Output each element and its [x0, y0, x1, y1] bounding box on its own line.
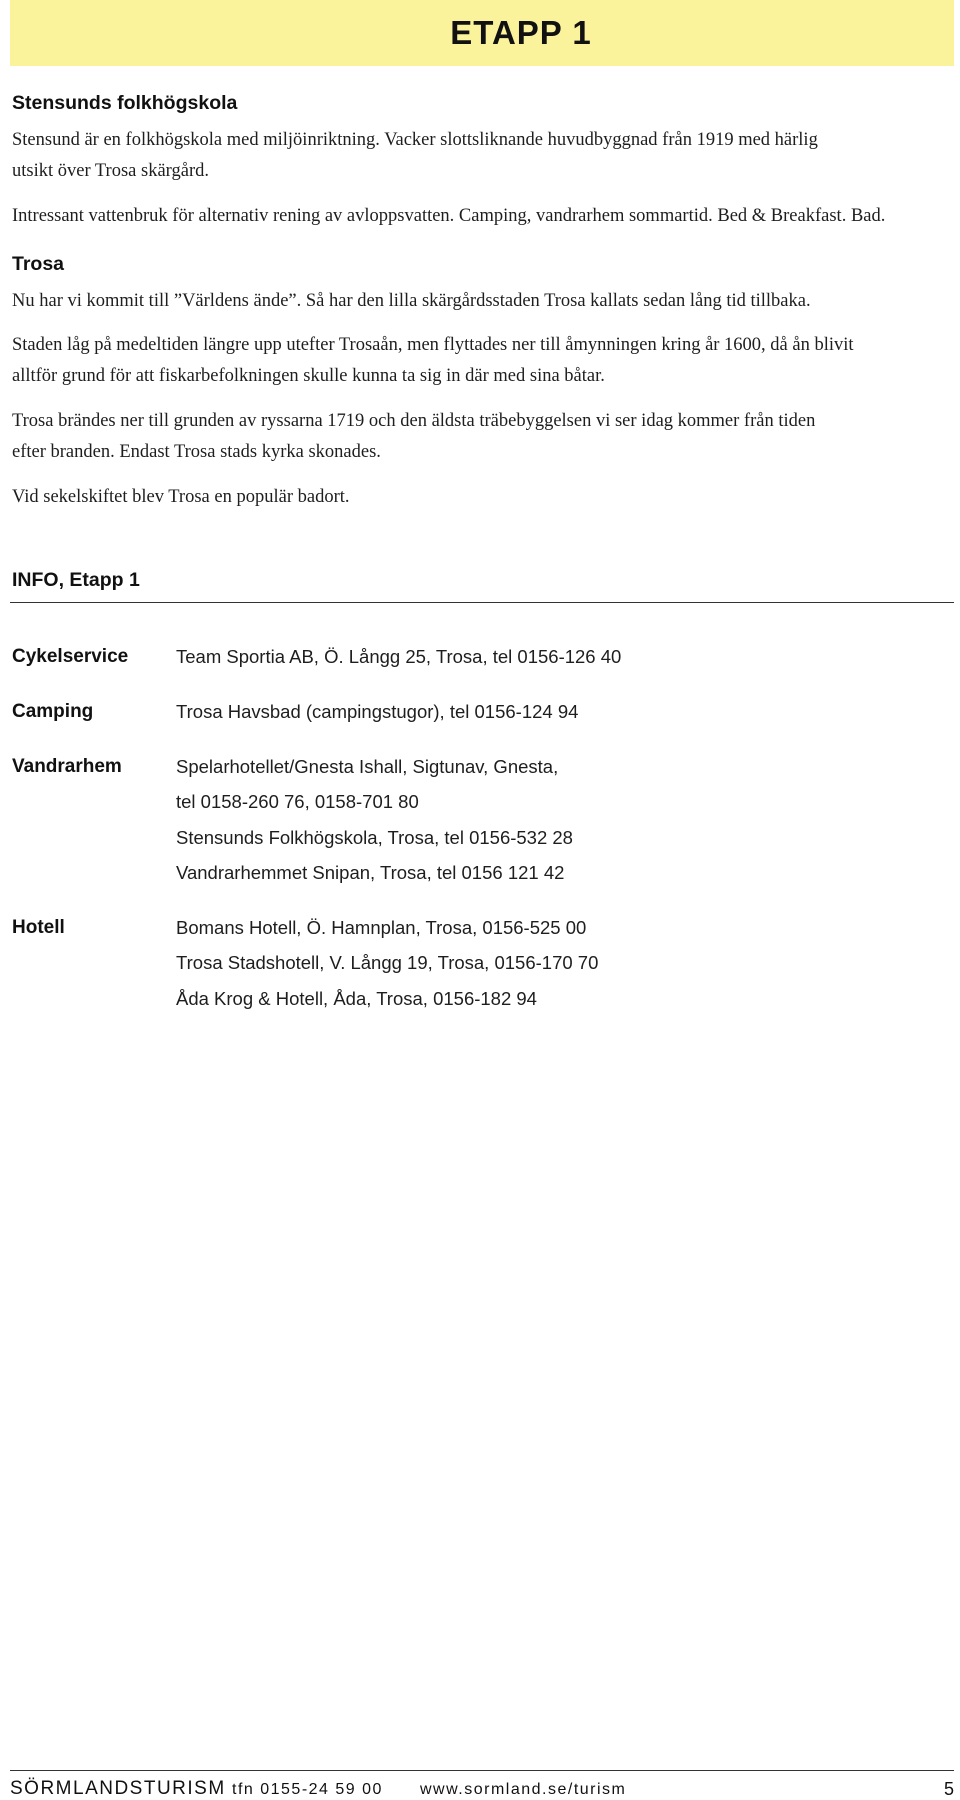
- info-value-hotell-1: Bomans Hotell, Ö. Hamnplan, Trosa, 0156-525 00: [176, 917, 587, 938]
- paragraph-trosa-1: Nu har vi kommit till ”Världens ände”. Så har den lilla skärgårdsstaden Trosa kallats sedan lång tid tillbaka.: [12, 291, 811, 311]
- info-value-vandrarhem-4: Vandrarhemmet Snipan, Trosa, tel 0156 121 42: [176, 862, 565, 883]
- paragraph-trosa-3a: Trosa brändes ner till grunden av ryssarna 1719 och den äldsta träbebyggelsen vi ser idag kommer från tiden: [12, 411, 816, 431]
- info-label-vandrarhem: Vandrarhem: [12, 756, 122, 777]
- info-value-hotell-2: Trosa Stadshotell, V. Långg 19, Trosa, 0156-170 70: [176, 952, 599, 973]
- paragraph-trosa-3b: efter branden. Endast Trosa stads kyrka skonades.: [12, 442, 381, 462]
- info-value-vandrarhem-1: Spelarhotellet/Gnesta Ishall, Sigtunav, Gnesta,: [176, 756, 559, 777]
- info-value-cykelservice: Team Sportia AB, Ö. Långg 25, Trosa, tel 0156-126 40: [176, 646, 622, 667]
- paragraph-trosa-2a: Staden låg på medeltiden längre upp utefter Trosaån, men flyttades ner till åmynningen kring år 1600, då ån blivit: [12, 335, 854, 355]
- page-title: ETAPP 1: [450, 14, 592, 51]
- section-heading-stensund: Stensunds folkhögskola: [12, 92, 238, 114]
- title-banner: [10, 0, 954, 66]
- paragraph-stensund-1b: utsikt över Trosa skärgård.: [12, 161, 209, 181]
- paragraph-trosa-2b: alltför grund för att fiskarbefolkningen skulle kunna ta sig in där med sina båtar.: [12, 366, 605, 386]
- paragraph-trosa-4: Vid sekelskiftet blev Trosa en populär badort.: [12, 487, 350, 507]
- info-heading: INFO, Etapp 1: [12, 569, 140, 591]
- paragraph-stensund-1a: Stensund är en folkhögskola med miljöinriktning. Vacker slottsliknande huvudbyggnad från 1919 med härlig: [12, 130, 818, 150]
- info-value-hotell-3: Åda Krog & Hotell, Åda, Trosa, 0156-182 94: [176, 988, 537, 1009]
- info-value-vandrarhem-2: tel 0158-260 76, 0158-701 80: [176, 791, 419, 812]
- info-value-vandrarhem-3: Stensunds Folkhögskola, Trosa, tel 0156-532 28: [176, 827, 573, 848]
- info-value-camping: Trosa Havsbad (campingstugor), tel 0156-124 94: [176, 701, 579, 722]
- footer-website: www.sormland.se/turism: [420, 1781, 627, 1798]
- paragraph-stensund-2: Intressant vattenbruk för alternativ rening av avloppsvatten. Camping, vandrarhem sommartid. Bed & Breakfast. Bad.: [12, 206, 886, 226]
- footer-divider: [10, 1770, 954, 1771]
- info-label-hotell: Hotell: [12, 917, 65, 938]
- section-heading-trosa: Trosa: [12, 253, 65, 275]
- footer-brand: SÖRMLANDSTURISM: [10, 1778, 226, 1799]
- info-label-cykelservice: Cykelservice: [12, 646, 129, 667]
- info-label-camping: Camping: [12, 701, 94, 722]
- footer-phone: tfn 0155-24 59 00: [232, 1781, 383, 1798]
- info-divider: [10, 602, 954, 603]
- page-number: 5: [943, 1779, 954, 1799]
